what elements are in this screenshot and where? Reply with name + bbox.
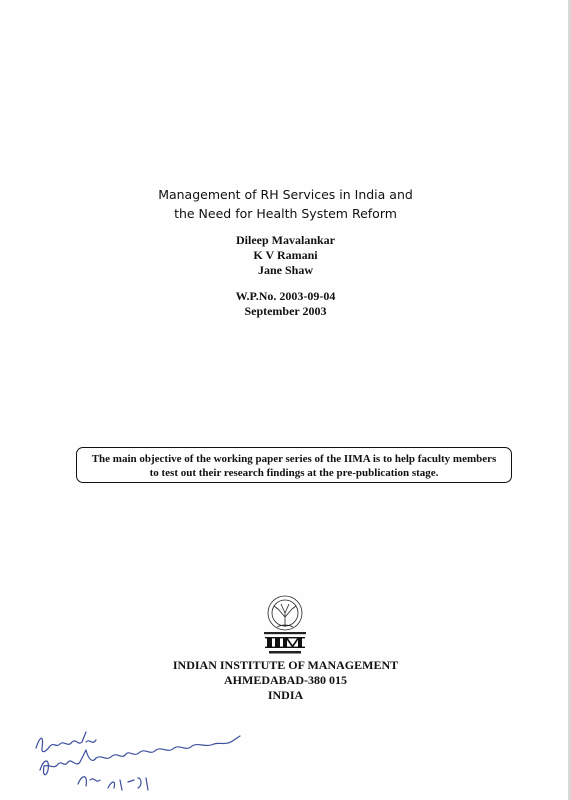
logo-iim-text xyxy=(265,637,305,648)
notice-line-1: The main objective of the working paper series of the IIMA is to help faculty members xyxy=(91,453,497,465)
institution-name: INDIAN INSTITUTE OF MANAGEMENT xyxy=(172,658,399,672)
author-3: Jane Shaw xyxy=(257,263,313,277)
institution-city: AHMEDABAD-380 015 xyxy=(224,673,347,687)
paper-title-line-1: Management of RH Services in India and xyxy=(158,187,413,202)
author-1: Dileep Mavalankar xyxy=(236,233,335,247)
objective-notice-box xyxy=(76,447,512,483)
tree-logo-icon xyxy=(268,596,302,630)
paper-title-line-2: the Need for Health System Reform xyxy=(174,206,397,221)
notice-line-2: to test out their research findings at the pre-publication stage. xyxy=(149,467,439,479)
working-paper-number: W.P.No. 2003-09-04 xyxy=(235,289,336,303)
iim-logo xyxy=(255,593,315,657)
logo-subtext xyxy=(269,651,301,654)
logo-script xyxy=(264,632,306,634)
publication-date: September 2003 xyxy=(244,304,327,318)
handwritten-signature xyxy=(30,718,270,798)
author-2: K V Ramani xyxy=(253,248,318,262)
institution-country: INDIA xyxy=(267,688,304,702)
